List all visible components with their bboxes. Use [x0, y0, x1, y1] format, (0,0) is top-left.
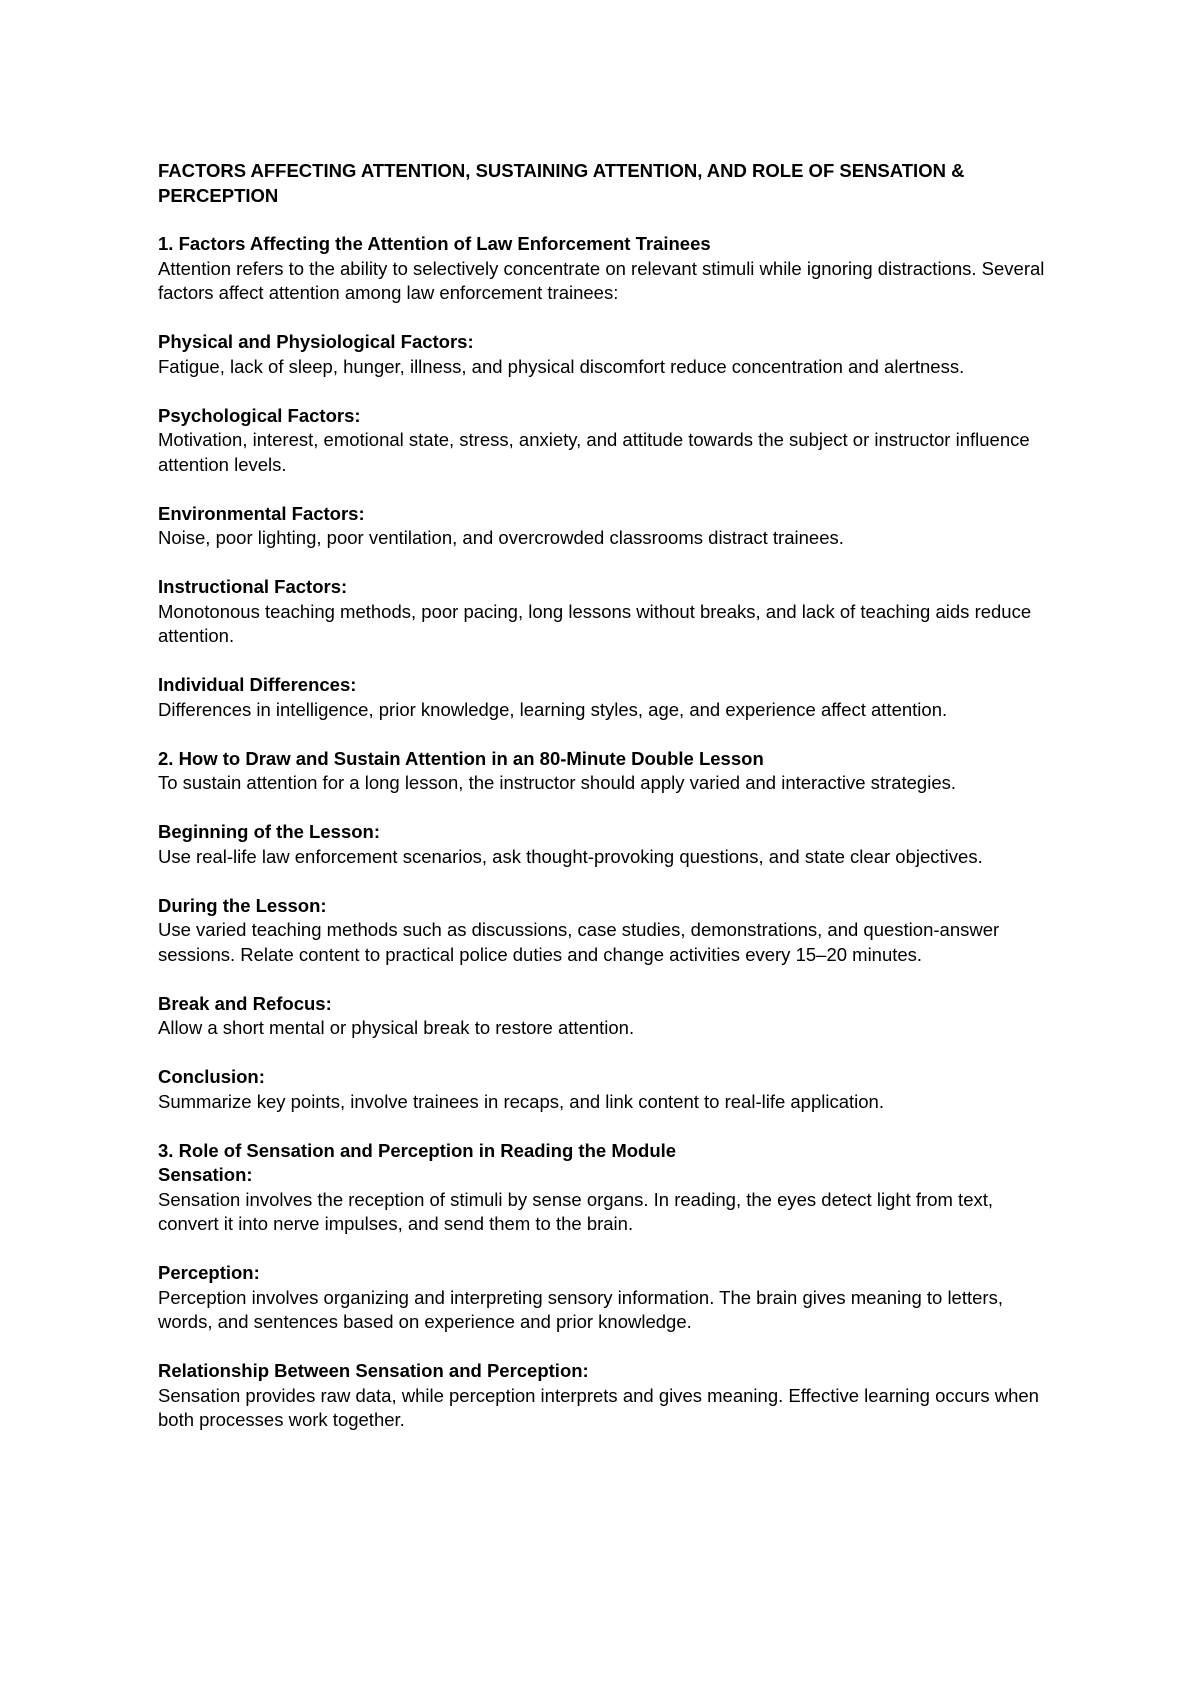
document-page [158, 159, 1058, 1457]
strategy-heading-beginning: Beginning of the Lesson: [158, 821, 380, 842]
section-intro: Attention refers to the ability to selectively concentrate on relevant stimuli while ignoring distractions. Several factors affect attention among law enforcement trainees: [158, 257, 1045, 303]
factor-text-individual: Differences in intelligence, prior knowledge, learning styles, age, and experience affect attention. [158, 698, 948, 720]
strategy-text-break: Allow a short mental or physical break to restore attention. [158, 1017, 635, 1038]
section-heading: 1. Factors Affecting the Attention of Law Enforcement Trainees [158, 233, 711, 254]
concept-heading-relationship: Relationship Between Sensation and Perception: [158, 1360, 589, 1381]
concept-text-relationship: Sensation provides raw data, while perception interprets and gives meaning. Effective learning occurs when both processes work together. [158, 1384, 1039, 1430]
strategy-text-beginning: Use real-life law enforcement scenarios, ask thought-provoking questions, and state clear objectives. [158, 845, 983, 867]
factor-heading-individual: Individual Differences: [158, 674, 357, 695]
section-sensation-perception [158, 1139, 1058, 1433]
strategy-heading-conclusion: Conclusion: [158, 1066, 265, 1087]
strategy-heading-during: During the Lesson: [158, 894, 327, 916]
document-title: FACTORS AFFECTING ATTENTION, SUSTAINING ATTENTION, AND ROLE OF SENSATION & PERCEPTION [158, 160, 965, 206]
section-heading: 3. Role of Sensation and Perception in Reading the Module [158, 1139, 677, 1161]
concept-text-sensation: Sensation involves the reception of stimuli by sense organs. In reading, the eyes detect light from text, convert it into nerve impulses, and send them to the brain. [158, 1188, 994, 1234]
section-sustain-attention [158, 747, 1058, 1115]
strategy-heading-break: Break and Refocus: [158, 992, 332, 1014]
section-intro: To sustain attention for a long lesson, the instructor should apply varied and interactive strategies. [158, 772, 957, 793]
factor-text-physical: Fatigue, lack of sleep, hunger, illness, and physical discomfort reduce concentration and alertness. [158, 355, 965, 377]
concept-heading-sensation: Sensation: [158, 1164, 253, 1185]
factor-heading-psychological: Psychological Factors: [158, 404, 361, 426]
factor-heading-environmental: Environmental Factors: [158, 502, 365, 524]
factor-heading-physical: Physical and Physiological Factors: [158, 331, 474, 352]
factor-text-environmental: Noise, poor lighting, poor ventilation, and overcrowded classrooms distract trainees. [158, 527, 844, 548]
section-heading: 2. How to Draw and Sustain Attention in an 80-Minute Double Lesson [158, 747, 764, 769]
factor-text-psychological: Motivation, interest, emotional state, stress, anxiety, and attitude towards the subject or instructor influence attention levels. [158, 429, 1030, 475]
strategy-text-conclusion: Summarize key points, involve trainees in recaps, and link content to real-life application. [158, 1090, 884, 1112]
factor-heading-instructional: Instructional Factors: [158, 576, 348, 597]
concept-heading-perception: Perception: [158, 1262, 260, 1283]
strategy-text-during: Use varied teaching methods such as discussions, case studies, demonstrations, and question-answer sessions. Relate content to practical police duties and change activities every 15–20 minutes. [158, 919, 1000, 965]
section-attention-factors [158, 232, 1058, 722]
concept-text-perception: Perception involves organizing and interpreting sensory information. The brain gives meaning to letters, words, and sentences based on experience and prior knowledge. [158, 1286, 1003, 1332]
factor-text-instructional: Monotonous teaching methods, poor pacing, long lessons without breaks, and lack of teaching aids reduce attention. [158, 600, 1032, 646]
